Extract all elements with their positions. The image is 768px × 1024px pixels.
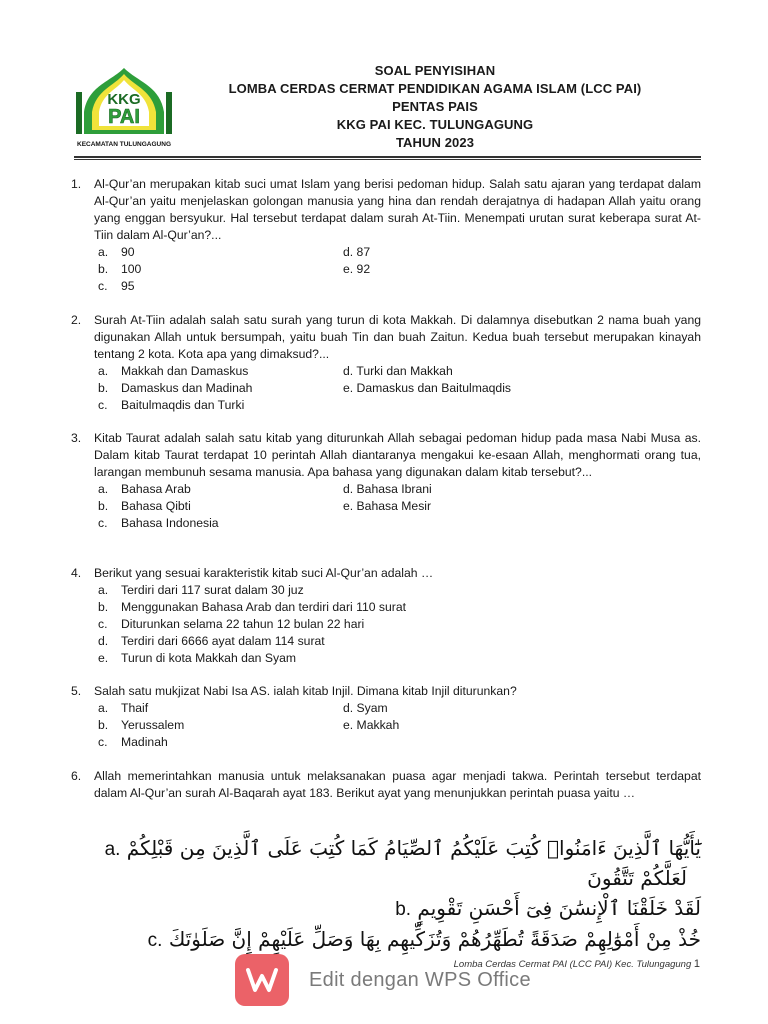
arabic-option-label: b.: [395, 899, 412, 920]
options: [98, 582, 701, 667]
option-d: d. 87: [343, 245, 371, 259]
option-b: b. Yerussalem e. Makkah: [98, 718, 400, 732]
question-4: [71, 565, 701, 667]
header-divider: [74, 156, 701, 158]
option-a: a. 90 d. 87: [98, 245, 371, 259]
header-line-3: PENTAS PAIS: [392, 99, 478, 114]
option-e: e. Turun di kota Makkah dan Syam: [98, 651, 296, 665]
header-line-1: SOAL PENYISIHAN: [374, 63, 496, 78]
option-c: c. Madinah: [98, 735, 168, 749]
question-number: 2.: [71, 313, 82, 327]
logo-text-top: KKG: [107, 91, 141, 108]
wps-edit-banner[interactable]: [235, 953, 531, 1007]
arabic-option-label: a.: [104, 839, 121, 860]
header-line-4: KKG PAI KEC. TULUNGAGUNG: [336, 117, 534, 132]
question-6: [71, 768, 701, 802]
question-text: Surah At-Tiin adalah salah satu surah yang turun di kota Makkah. Di dalamnya disebutkan 2 nama buah yang digunakan Allah untuk bersumpah, yaitu buah Tin dan buah Zaitun. Kedua buah tersebut merupakan kinayah tentang 2 kota. Kota apa yang dimaksud?...: [94, 313, 701, 361]
options: [98, 244, 701, 295]
option-a: a. Terdiri dari 117 surat dalam 30 juz: [98, 583, 304, 597]
option-d: d. Bahasa Ibrani: [343, 482, 432, 496]
option-b: b. Menggunakan Bahasa Arab dan terdiri dari 110 surat: [98, 600, 407, 614]
question-5: [71, 683, 701, 751]
question-text: Kitab Taurat adalah salah satu kitab yang diturunkah Allah sebagai pedoman hidup pada masa Nabi Musa as. Dalam kitab Taurat terdapat 10 perintah Allah diantaranya mengakui ke-esaan Allah, menghormati orang tua, larangan membunuh sesama manusia. Apa bahasa yang digunakan dalam kitab tersebut?...: [94, 431, 701, 479]
wps-edit-label[interactable]: Edit dengan WPS Office: [309, 968, 531, 991]
option-b: b. Bahasa Qibti e. Bahasa Mesir: [98, 499, 432, 513]
logo-text-bottom: PAI: [108, 106, 140, 128]
option-c: c. Bahasa Indonesia: [98, 516, 219, 530]
option-d: d. Terdiri dari 6666 ayat dalam 114 surat: [98, 634, 325, 648]
options: [98, 481, 701, 532]
arabic-verse-a: يَٰٓأَيُّهَا ٱلَّذِينَ ءَامَنُوا۟ كُتِبَ عَلَيْكُمُ ٱلصِّيَامُ كَمَا كُتِبَ عَلَى ٱلَّذِينَ مِن قَبْلِكُمْ: [126, 836, 701, 860]
question-number: 1.: [71, 177, 82, 191]
question-2: [71, 312, 701, 414]
kkg-pai-logo: [74, 64, 174, 150]
question-number: 6.: [71, 769, 82, 783]
mosque-logo-icon: [74, 64, 174, 150]
option-d: d. Syam: [343, 701, 388, 715]
arabic-verse-b: لَقَدْ خَلَقْنَا ٱلْإِنسَٰنَ فِىٓ أَحْسَنِ تَقْوِيمٍ: [417, 896, 701, 920]
header-divider-thin: [74, 159, 701, 160]
footer-text: Lomba Cerdas Cermat PAI (LCC PAI) Kec. Tulungagung: [453, 959, 692, 970]
option-d: d. Turki dan Makkah: [343, 364, 453, 378]
option-e: e. Bahasa Mesir: [343, 499, 432, 513]
options: [98, 363, 701, 414]
question-number: 3.: [71, 431, 82, 445]
question-text: Al-Qur’an merupakan kitab suci umat Islam yang berisi pedoman hidup. Salah satu ajaran yang terdapat dalam Al-Qur’an yaitu menjelaskan golongan manusia yang hina dan rendah derajatnya di hadapan Allah yaitu orang yang enggan bersyukur. Hal tersebut terdapat dalam surah At-Tiin. Menempati urutan surat keberapa surat At-Tiin dalam Al-Qur’an?...: [94, 177, 701, 242]
header-line-5: TAHUN 2023: [395, 135, 475, 150]
option-e: e. 92: [343, 262, 371, 276]
question-text: Berikut yang sesuai karakteristik kitab suci Al-Qur’an adalah …: [94, 566, 434, 580]
header-line-2: LOMBA CERDAS CERMAT PENDIDIKAN AGAMA ISLAM (LCC PAI): [228, 81, 642, 96]
arabic-verse-a-end: لَعَلَّكُمْ تَتَّقُونَ: [587, 866, 687, 890]
arabic-option-a-continued: [98, 866, 701, 890]
option-b: b. Damaskus dan Madinah e. Damaskus dan Baitulmaqdis: [98, 381, 512, 395]
option-c: c. 95: [98, 279, 135, 293]
option-b: b. 100 e. 92: [98, 262, 371, 276]
question-number: 4.: [71, 566, 82, 580]
arabic-verse-c: خُذْ مِنْ أَمْوَٰلِهِمْ صَدَقَةً تُطَهِّرُهُمْ وَتُزَكِّيهِم بِهَا وَصَلِّ عَلَيْهِمْ إِنَّ صَلَوٰتَكَ: [168, 927, 701, 951]
arabic-option-label: c.: [147, 930, 163, 951]
option-a: a. Bahasa Arab d. Bahasa Ibrani: [98, 482, 432, 496]
option-c: c. Diturunkan selama 22 tahun 12 bulan 22 hari: [98, 617, 365, 631]
arabic-option-a: [98, 836, 701, 861]
question-number: 5.: [71, 684, 82, 698]
logo-caption: KECAMATAN TULUNGAGUNG: [77, 141, 171, 148]
question-text: Salah satu mukjizat Nabi Isa AS. ialah kitab Injil. Dimana kitab Injil diturunkan?: [94, 684, 517, 698]
arabic-option-c: [98, 927, 701, 952]
option-e: e. Makkah: [343, 718, 400, 732]
document-header: [160, 62, 710, 152]
option-e: e. Damaskus dan Baitulmaqdis: [343, 381, 512, 395]
page-number: 1: [693, 958, 700, 970]
question-1: [71, 176, 701, 295]
arabic-option-b: [98, 896, 701, 921]
question-3: [71, 430, 701, 532]
options: [98, 700, 701, 751]
option-a: a. Makkah dan Damaskus d. Turki dan Makkah: [98, 364, 453, 378]
wps-logo-icon: [235, 954, 289, 1006]
option-c: c. Baitulmaqdis dan Turki: [98, 398, 245, 412]
option-a: a. Thaif d. Syam: [98, 701, 388, 715]
question-text: Allah memerintahkan manusia untuk melaksanakan puasa agar menjadi takwa. Perintah tersebut terdapat dalam Al-Qur’an surah Al-Baqarah ayat 183. Berikut ayat yang menunjukkan perintah puasa yaitu …: [94, 769, 701, 800]
